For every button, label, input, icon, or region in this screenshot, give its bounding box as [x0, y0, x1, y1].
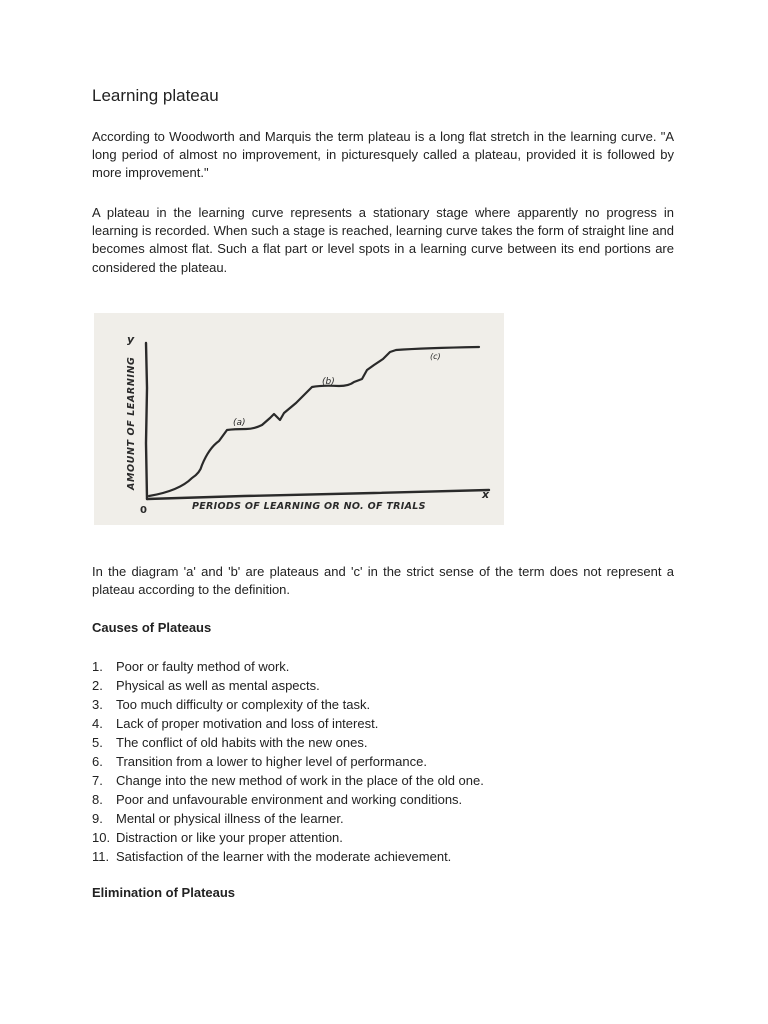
- definition-paragraph: According to Woodworth and Marquis the term plateau is a long flat stretch in the learning curve. "A long period of almost no improvement, in picturesquely called a plateau, provided it is followed by more improvement.": [92, 129, 674, 181]
- page-title: Learning plateau: [92, 86, 219, 105]
- list-item: [92, 790, 484, 809]
- list-item-number: 7.: [92, 773, 103, 788]
- y-axis-label: AMOUNT OF LEARNING: [126, 356, 137, 490]
- list-item-text: Distraction or like your proper attention.: [116, 830, 343, 845]
- list-item-number: 1.: [92, 659, 103, 674]
- learning-curve-figure: [94, 313, 504, 525]
- list-item: [92, 828, 484, 847]
- list-item-number: 8.: [92, 792, 103, 807]
- list-item-text: Too much difficulty or complexity of the task.: [116, 697, 371, 712]
- x-axis-line: [147, 490, 489, 499]
- list-item: [92, 714, 484, 733]
- list-item-number: 10.: [92, 830, 111, 845]
- diagram-explanation-paragraph: In the diagram 'a' and 'b' are plateaus and 'c' in the strict sense of the term does not represent a plateau according to the definition.: [92, 564, 674, 598]
- list-item-text: Poor or faulty method of work.: [116, 659, 290, 674]
- list-item-text: Lack of proper motivation and loss of interest.: [116, 716, 379, 731]
- list-item: [92, 771, 484, 790]
- list-item-text: Transition from a lower to higher level of performance.: [116, 754, 427, 769]
- list-item-number: 5.: [92, 735, 103, 750]
- y-axis-end-label: y: [127, 333, 135, 346]
- list-item-number: 3.: [92, 697, 103, 712]
- plateau-b-label: (b): [322, 377, 335, 387]
- list-item-number: 4.: [92, 716, 103, 731]
- list-item-number: 2.: [92, 678, 103, 693]
- x-axis-label: PERIODS OF LEARNING OR NO. OF TRIALS: [192, 501, 426, 512]
- list-item: [92, 657, 484, 676]
- list-item: [92, 676, 484, 695]
- x-axis-end-label: x: [482, 488, 490, 501]
- list-item-text: The conflict of old habits with the new ones.: [116, 735, 368, 750]
- list-item: [92, 752, 484, 771]
- list-item-text: Poor and unfavourable environment and working conditions.: [116, 792, 463, 807]
- list-item-number: 6.: [92, 754, 103, 769]
- list-item: [92, 733, 484, 752]
- list-item-text: Change into the new method of work in the place of the old one.: [116, 773, 484, 788]
- learning-curve-diagram: [94, 313, 504, 525]
- list-item-number: 9.: [92, 811, 103, 826]
- learning-curve-line: [149, 347, 479, 496]
- description-paragraph: A plateau in the learning curve represents a stationary stage where apparently no progress in learning is recorded. When such a stage is reached, learning curve takes the form of straight line and becomes almost flat. Such a flat part or level spots in a learning curve between its end portions are considered the plateau.: [92, 205, 674, 275]
- list-item-text: Physical as well as mental aspects.: [116, 678, 320, 693]
- list-item-text: Satisfaction of the learner with the moderate achievement.: [116, 849, 452, 864]
- y-axis-line: [146, 343, 147, 499]
- plateau-a-label: (a): [233, 418, 246, 428]
- elimination-heading: Elimination of Plateaus: [92, 885, 236, 900]
- list-item-text: Mental or physical illness of the learner.: [116, 811, 344, 826]
- origin-label: 0: [140, 505, 147, 516]
- list-item: [92, 809, 484, 828]
- causes-heading: Causes of Plateaus: [92, 620, 212, 635]
- list-item: [92, 695, 484, 714]
- plateau-c-label: (c): [430, 352, 441, 361]
- causes-list: [92, 657, 484, 866]
- list-item-number: 11.: [92, 849, 110, 864]
- list-item: [92, 847, 484, 866]
